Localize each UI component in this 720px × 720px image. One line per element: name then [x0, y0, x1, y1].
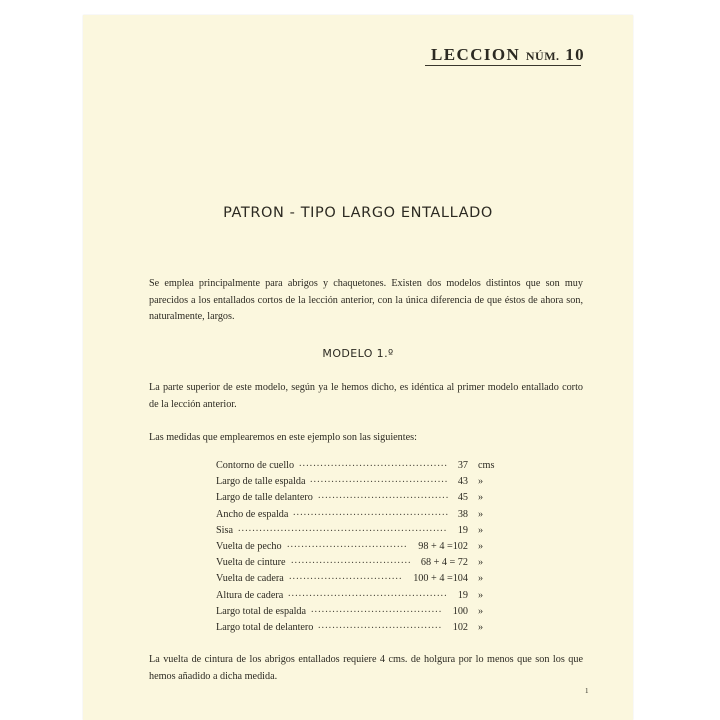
lesson-num-word: NÚM.: [525, 49, 560, 63]
closing-paragraph-text: La vuelta de cintura de los abrigos entallados requiere 4 cms. de holgura por lo menos que son los que hemos añadido a dicha medida.: [149, 654, 583, 682]
measure-label: Vuelta de cadera: [216, 573, 284, 585]
measure-unit: »: [478, 540, 484, 552]
measure-value: 45: [457, 492, 468, 504]
leader-dots: .....................................: [311, 603, 443, 615]
leader-dots: ............................................: [293, 506, 450, 518]
leader-dots: ...........................................................: [238, 522, 448, 534]
leader-dots: .....................................: [318, 490, 450, 502]
leader-dots: ..........................................: [299, 458, 448, 469]
leader-dots: ..................................: [291, 555, 412, 567]
measure-unit: cms: [478, 460, 495, 471]
measure-label: Largo de talle espalda: [216, 476, 306, 488]
measure-label: Altura de cadera: [216, 589, 284, 601]
measure-value: 98 + 4 =102: [418, 540, 468, 552]
measure-unit: »: [478, 476, 484, 488]
measure-unit: »: [478, 557, 484, 569]
measures-list: [216, 458, 516, 636]
measure-label: Largo total de delantero: [216, 621, 314, 633]
model-paragraph: [149, 380, 583, 413]
lesson-number: 10: [565, 45, 585, 64]
measure-label: Vuelta de cinture: [216, 557, 286, 569]
model-title: MODELO 1.º: [322, 347, 394, 360]
measure-value: 19: [457, 589, 468, 601]
document-page: [83, 15, 633, 720]
measure-label: Largo de talle delantero: [216, 492, 313, 504]
measure-label: Vuelta de pecho: [216, 540, 282, 552]
header-rule: [425, 65, 581, 66]
leader-dots: .......................................: [310, 474, 449, 486]
measure-value: 37: [457, 460, 468, 471]
measure-value: 68 + 4 = 72: [420, 557, 468, 569]
lesson-word: LECCION: [431, 45, 521, 64]
measure-label: Contorno de cuello: [216, 460, 295, 471]
measure-unit: »: [478, 589, 484, 601]
leader-dots: .............................................: [288, 587, 448, 599]
measure-unit: »: [478, 508, 484, 520]
leader-dots: ...................................: [318, 619, 443, 631]
measure-value: 19: [457, 524, 468, 536]
closing-paragraph: [149, 652, 583, 685]
page-title: PATRON - TIPO LARGO ENTALLADO: [223, 205, 493, 221]
page-number: 1: [585, 687, 589, 695]
leader-dots: ..................................: [287, 538, 408, 550]
intro-paragraph-text: Se emplea principalmente para abrigos y chaquetones. Existen dos modelos distintos que son muy parecidos a los entallados cortos de la lección anterior, con la única diferencia de que éstos de ahora son, naturalmente, largos.: [149, 278, 583, 322]
measure-unit: »: [478, 605, 484, 617]
measure-unit: »: [478, 492, 484, 504]
measure-value: 43: [457, 476, 468, 488]
measure-label: Ancho de espalda: [216, 508, 289, 520]
intro-paragraph: [149, 276, 583, 326]
measure-value: 100: [452, 605, 468, 617]
measure-unit: »: [478, 621, 484, 633]
measure-label: Largo total de espalda: [216, 605, 307, 617]
leader-dots: ................................: [289, 571, 403, 583]
measure-label: Sisa: [216, 524, 233, 536]
measure-value: 38: [457, 508, 468, 520]
measure-value: 100 + 4 =104: [413, 573, 468, 585]
model-paragraph-text: La parte superior de este modelo, según ya le hemos dicho, es idéntica al primer modelo entallado corto de la lección anterior.: [149, 382, 583, 410]
measure-value: 102: [452, 621, 468, 633]
measures-intro: Las medidas que emplearemos en este ejemplo son las siguientes:: [149, 432, 417, 443]
measure-row: [216, 620, 516, 636]
measure-unit: »: [478, 573, 484, 585]
measure-unit: »: [478, 524, 484, 536]
lesson-header: [431, 45, 585, 65]
